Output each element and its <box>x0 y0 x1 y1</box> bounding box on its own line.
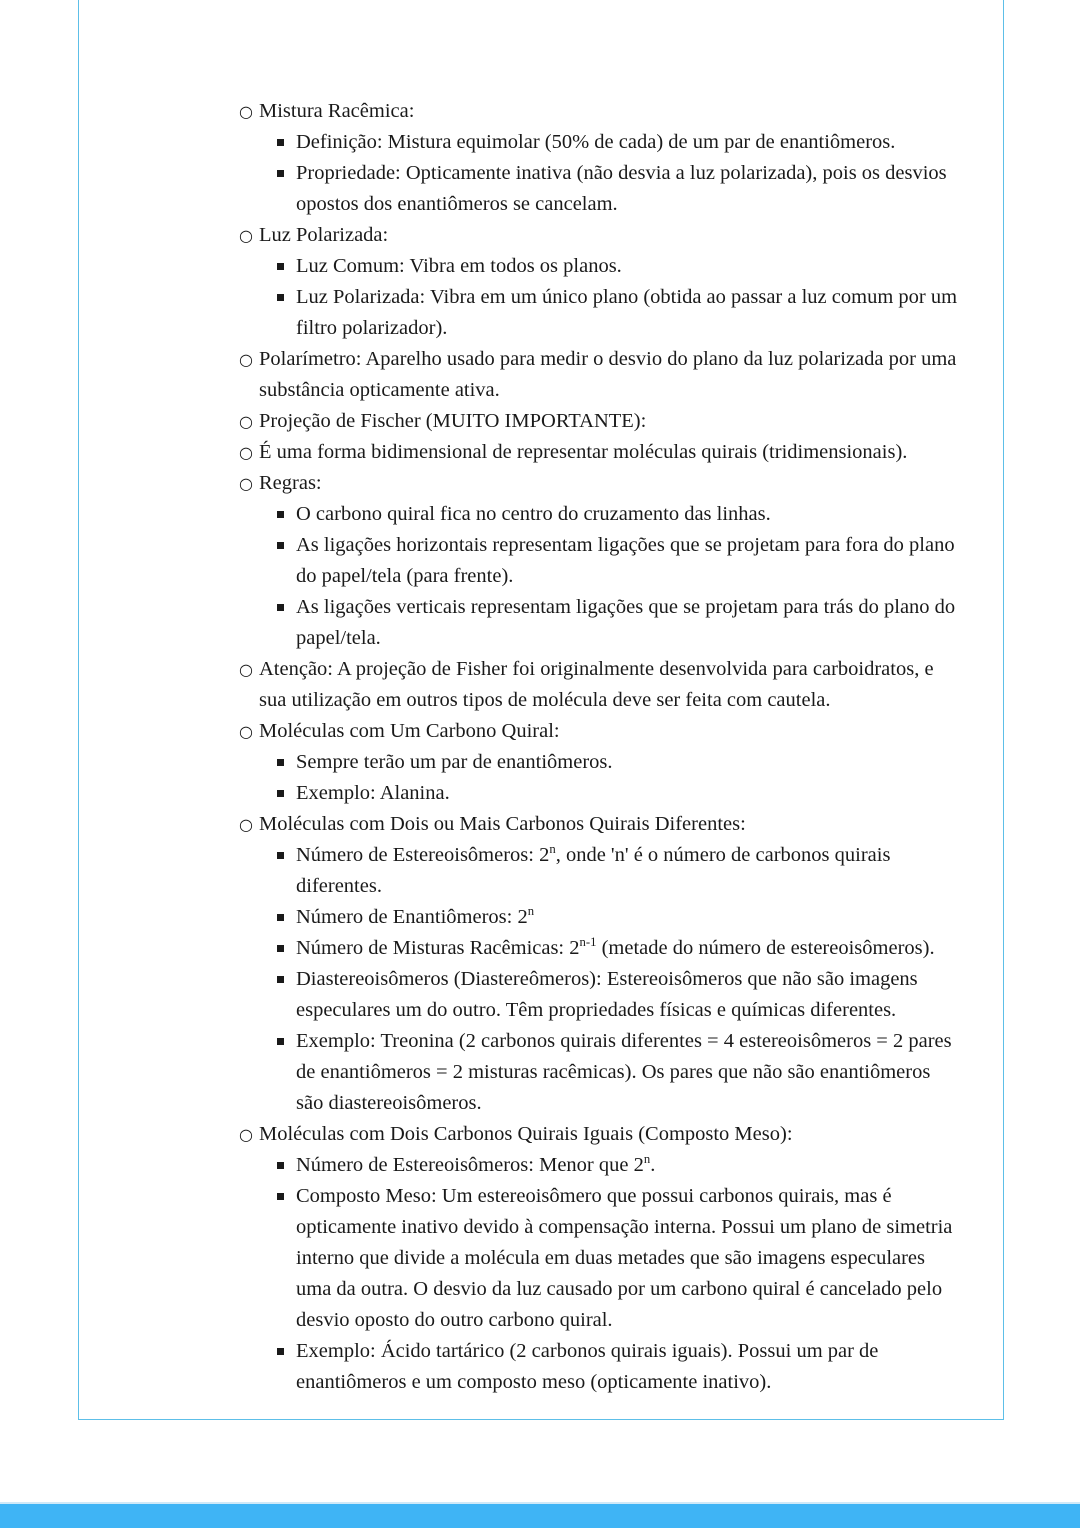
outline-item-text: Exemplo: Alanina. <box>296 782 450 804</box>
outline-item-text: Luz Comum: Vibra em todos os planos. <box>296 255 622 277</box>
outline-item-level-1 <box>161 220 961 344</box>
outline-item-text: Atenção: A projeção de Fisher foi originalmente desenvolvida para carboidratos, e sua utilização em outros tipos de molécula deve ser feita com cautela. <box>259 658 939 711</box>
hollow-circle-bullet-icon: ○ <box>239 815 253 834</box>
page-frame <box>78 0 1004 1420</box>
outline-item-level-2 <box>161 127 961 158</box>
outline-item-level-2 <box>161 1336 961 1398</box>
outline-item-level-2 <box>161 933 961 964</box>
outline-row <box>161 406 961 437</box>
filled-square-bullet-icon <box>277 1348 284 1355</box>
hollow-circle-bullet-icon: ○ <box>239 1125 253 1144</box>
footer-accent-bar <box>0 1504 1080 1528</box>
outline-item-level-2 <box>161 530 961 592</box>
filled-square-bullet-icon <box>277 170 284 177</box>
filled-square-bullet-icon <box>277 604 284 611</box>
outline-item-level-2 <box>161 902 961 933</box>
outline-item-level-1 <box>161 96 961 220</box>
filled-square-bullet-icon <box>277 1193 284 1200</box>
outline-item-level-2 <box>161 282 961 344</box>
outline-item-text: Diastereoisômeros (Diastereômeros): Estereoisômeros que não são imagens especulares um do outro. Têm propriedades físicas e químicas diferentes. <box>296 968 923 1021</box>
outline-item-text: Luz Polarizada: <box>259 224 389 246</box>
outline-row <box>161 1181 961 1336</box>
filled-square-bullet-icon <box>277 542 284 549</box>
hollow-circle-bullet-icon: ○ <box>239 350 253 369</box>
outline-row <box>161 127 961 158</box>
outline-item-level-2 <box>161 592 961 654</box>
outline-sublist <box>161 747 961 809</box>
outline-row <box>161 499 961 530</box>
outline-row <box>161 654 961 716</box>
filled-square-bullet-icon <box>277 511 284 518</box>
outline-row <box>161 964 961 1026</box>
outline-item-level-1 <box>161 1119 961 1398</box>
outline-item-text: Polarímetro: Aparelho usado para medir o desvio do plano da luz polarizada por uma substância opticamente ativa. <box>259 348 962 401</box>
outline-row <box>161 1026 961 1119</box>
filled-square-bullet-icon <box>277 294 284 301</box>
outline-item-text: Definição: Mistura equimolar (50% de cada) de um par de enantiômeros. <box>296 131 896 153</box>
hollow-circle-bullet-icon: ○ <box>239 443 253 462</box>
outline-item-text: Moléculas com Um Carbono Quiral: <box>259 720 560 742</box>
outline-item-text: Sempre terão um par de enantiômeros. <box>296 751 613 773</box>
outline-row <box>161 840 961 902</box>
outline-row <box>161 1336 961 1398</box>
outline-item-level-1 <box>161 344 961 406</box>
outline-item-text: O carbono quiral fica no centro do cruzamento das linhas. <box>296 503 771 525</box>
outline-item-level-2 <box>161 747 961 778</box>
outline-item-level-2 <box>161 1181 961 1336</box>
outline-item-text: Moléculas com Dois Carbonos Quirais Iguais (Composto Meso): <box>259 1123 793 1145</box>
outline-item-level-1 <box>161 468 961 654</box>
outline-row <box>161 344 961 406</box>
outline-item-text: Número de Estereoisômeros: Menor que 2$^n$. <box>296 1152 656 1176</box>
outline-row <box>161 282 961 344</box>
outline-row <box>161 747 961 778</box>
outline-row <box>161 251 961 282</box>
outline-row <box>161 158 961 220</box>
outline-row <box>161 1150 961 1181</box>
outline-item-level-2 <box>161 1150 961 1181</box>
outline-row <box>161 530 961 592</box>
hollow-circle-bullet-icon: ○ <box>239 226 253 245</box>
outline-item-level-1 <box>161 716 961 809</box>
outline-item-level-2 <box>161 840 961 902</box>
outline-item-level-1 <box>161 406 961 437</box>
outline-item-text: Número de Enantiômeros: 2$^n$ <box>296 904 535 928</box>
outline-item-text: As ligações horizontais representam ligações que se projetam para fora do plano do papel/tela (para frente). <box>296 534 960 587</box>
outline-row <box>161 592 961 654</box>
outline-item-text: Mistura Racêmica: <box>259 100 415 122</box>
outline-item-text: Regras: <box>259 472 322 494</box>
outline-row <box>161 809 961 840</box>
outline-list <box>161 96 961 1398</box>
outline-item-text: É uma forma bidimensional de representar moléculas quirais (tridimensionais). <box>259 441 908 463</box>
document-body <box>161 96 961 1398</box>
outline-row <box>161 716 961 747</box>
hollow-circle-bullet-icon: ○ <box>239 660 253 679</box>
outline-item-level-2 <box>161 499 961 530</box>
outline-item-level-2 <box>161 1026 961 1119</box>
outline-item-text: Exemplo: Ácido tartárico (2 carbonos quirais iguais). Possui um par de enantiômeros e um composto meso (opticamente inativo). <box>296 1340 884 1393</box>
filled-square-bullet-icon <box>277 945 284 952</box>
hollow-circle-bullet-icon: ○ <box>239 102 253 121</box>
outline-item-level-2 <box>161 964 961 1026</box>
outline-item-text: Composto Meso: Um estereoisômero que possui carbonos quirais, mas é opticamente inativo devido à compensação interna. Possui um plano de simetria interno que divide a molécula em duas metades que são imagens especulares uma da outra. O desvio da luz causado por um carbono quiral é cancelado pelo desvio oposto do outro carbono quiral. <box>296 1185 958 1331</box>
filled-square-bullet-icon <box>277 263 284 270</box>
filled-square-bullet-icon <box>277 139 284 146</box>
outline-sublist <box>161 499 961 654</box>
outline-row <box>161 96 961 127</box>
outline-item-level-2 <box>161 251 961 282</box>
filled-square-bullet-icon <box>277 976 284 983</box>
filled-square-bullet-icon <box>277 790 284 797</box>
outline-row <box>161 902 961 933</box>
filled-square-bullet-icon <box>277 914 284 921</box>
outline-row <box>161 437 961 468</box>
filled-square-bullet-icon <box>277 1162 284 1169</box>
outline-row <box>161 933 961 964</box>
outline-item-text: Propriedade: Opticamente inativa (não desvia a luz polarizada), pois os desvios opostos dos enantiômeros se cancelam. <box>296 162 952 215</box>
outline-row <box>161 468 961 499</box>
outline-item-text: Exemplo: Treonina (2 carbonos quirais diferentes = 4 estereoisômeros = 2 pares de enantiômeros = 2 misturas racêmicas). Os pares que não são enantiômeros são diastereoisômeros. <box>296 1030 957 1114</box>
outline-sublist <box>161 251 961 344</box>
filled-square-bullet-icon <box>277 852 284 859</box>
outline-item-level-2 <box>161 158 961 220</box>
outline-item-text: Luz Polarizada: Vibra em um único plano (obtida ao passar a luz comum por um filtro polarizador). <box>296 286 963 339</box>
outline-sublist <box>161 127 961 220</box>
outline-item-level-1 <box>161 809 961 1119</box>
outline-item-text: Número de Misturas Racêmicas: 2$^{n-1}$ (metade do número de estereoisômeros). <box>296 935 935 959</box>
outline-item-level-1 <box>161 654 961 716</box>
hollow-circle-bullet-icon: ○ <box>239 412 253 431</box>
outline-sublist <box>161 1150 961 1398</box>
outline-item-level-1 <box>161 437 961 468</box>
outline-item-text: Moléculas com Dois ou Mais Carbonos Quirais Diferentes: <box>259 813 746 835</box>
outline-item-text: Número de Estereoisômeros: 2$^n$, onde 'n' é o número de carbonos quirais diferentes. <box>296 842 896 897</box>
outline-row <box>161 220 961 251</box>
outline-row <box>161 778 961 809</box>
outline-item-text: As ligações verticais representam ligações que se projetam para trás do plano do papel/tela. <box>296 596 961 649</box>
filled-square-bullet-icon <box>277 759 284 766</box>
outline-item-text: Projeção de Fischer (MUITO IMPORTANTE): <box>259 410 647 432</box>
filled-square-bullet-icon <box>277 1038 284 1045</box>
hollow-circle-bullet-icon: ○ <box>239 474 253 493</box>
outline-item-level-2 <box>161 778 961 809</box>
hollow-circle-bullet-icon: ○ <box>239 722 253 741</box>
outline-row <box>161 1119 961 1150</box>
outline-sublist <box>161 840 961 1119</box>
